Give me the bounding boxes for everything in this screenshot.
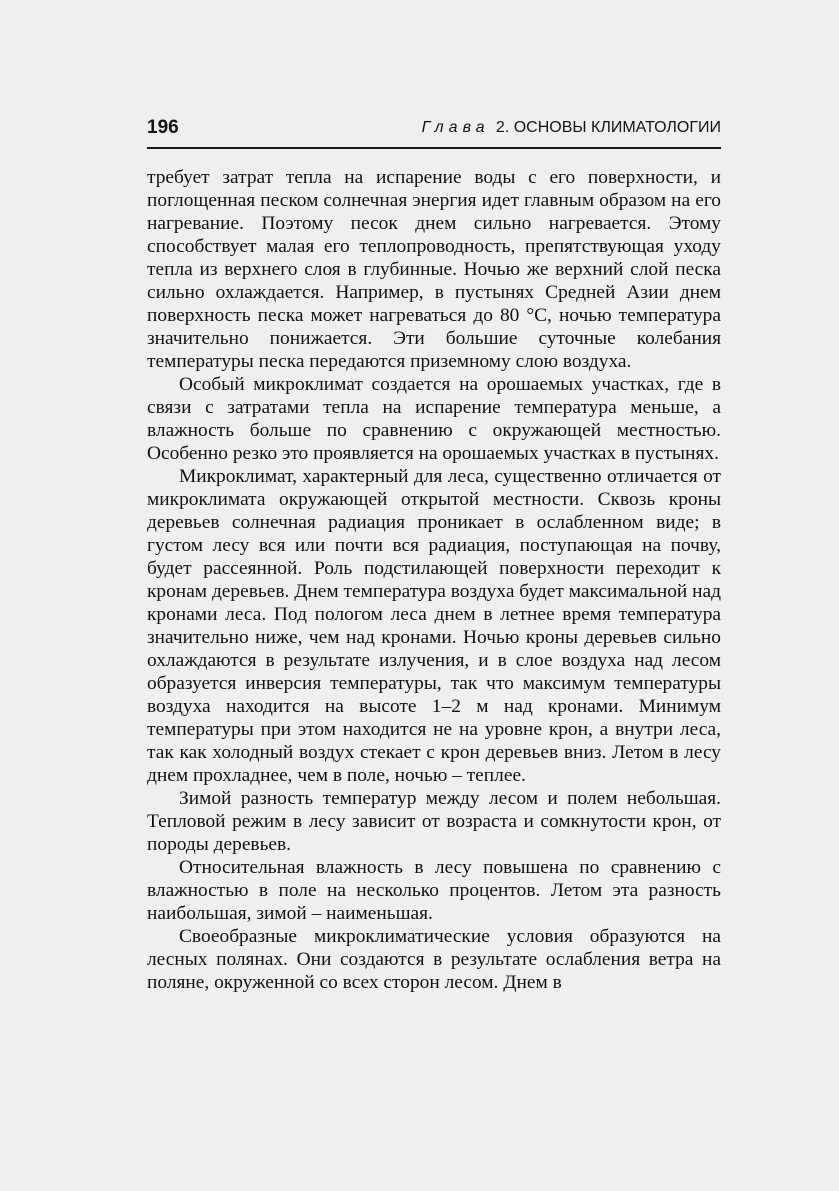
page-header <box>147 117 721 149</box>
body-text <box>147 166 721 994</box>
paragraph-1: требует затрат тепла на испарение воды с его поверхности, и поглощенная песком солнечная энергия идет главным образом на его нагревание. Поэтому песок днем сильно нагревается. Этому способствует малая его теплопроводность, препятствующая уходу тепла из верхнего слоя в глубинные. Ночью же верхний слой песка сильно охлаждается. Например, в пустынях Средней Азии днем поверхность песка может нагреваться до 80 °С, ночью температура значительно понижается. Эти большие суточные колебания температуры песка передаются приземному слою воздуха. <box>147 167 721 372</box>
chapter-word: Глава <box>421 119 490 136</box>
paragraph-2: Особый микроклимат создается на орошаемых участках, где в связи с затратами тепла на испарение температура меньше, а влажность больше по сравнению с окружающей местностью. Особенно резко это проявляется на орошаемых участках в пустынях. <box>147 374 721 464</box>
paragraph-3: Микроклимат, характерный для леса, существенно отличается от микроклимата окружающей открытой местности. Сквозь кроны деревьев солнечная радиация проникает в ослабленном виде; в густом лесу вся или почти вся радиация, поступающая на почву, будет рассеянной. Роль подстилающей поверхности переходит к кронам деревьев. Днем температура воздуха будет максимальной над кронами леса. Под пологом леса днем в летнее время температура значительно ниже, чем над кронами. Ночью кроны деревьев сильно охлаждаются в результате излучения, и в слое воздуха над лесом образуется инверсия температуры, так что максимум температуры воздуха находится на высоте 1–2 м над кронами. Минимум температуры при этом находится не на уровне крон, а внутри леса, так как холодный воздух стекает с крон деревьев вниз. Летом в лесу днем прохладнее, чем в поле, ночью – теплее. <box>147 466 721 786</box>
page-number: 196 <box>147 117 179 138</box>
running-head <box>422 119 721 137</box>
paragraph-6: Своеобразные микроклиматические условия образуются на лесных полянах. Они создаются в результате ослабления ветра на поляне, окруженной со всех сторон лесом. Днем в <box>147 926 721 993</box>
chapter-title: 2. ОСНОВЫ КЛИМАТОЛОГИИ <box>495 119 721 136</box>
paragraph-4: Зимой разность температур между лесом и полем небольшая. Тепловой режим в лесу зависит от возраста и сомкнутости крон, от породы деревьев. <box>147 788 721 855</box>
paragraph-5: Относительная влажность в лесу повышена по сравнению с влажностью в поле на несколько процентов. Летом эта разность наибольшая, зимой – наименьшая. <box>147 857 721 924</box>
